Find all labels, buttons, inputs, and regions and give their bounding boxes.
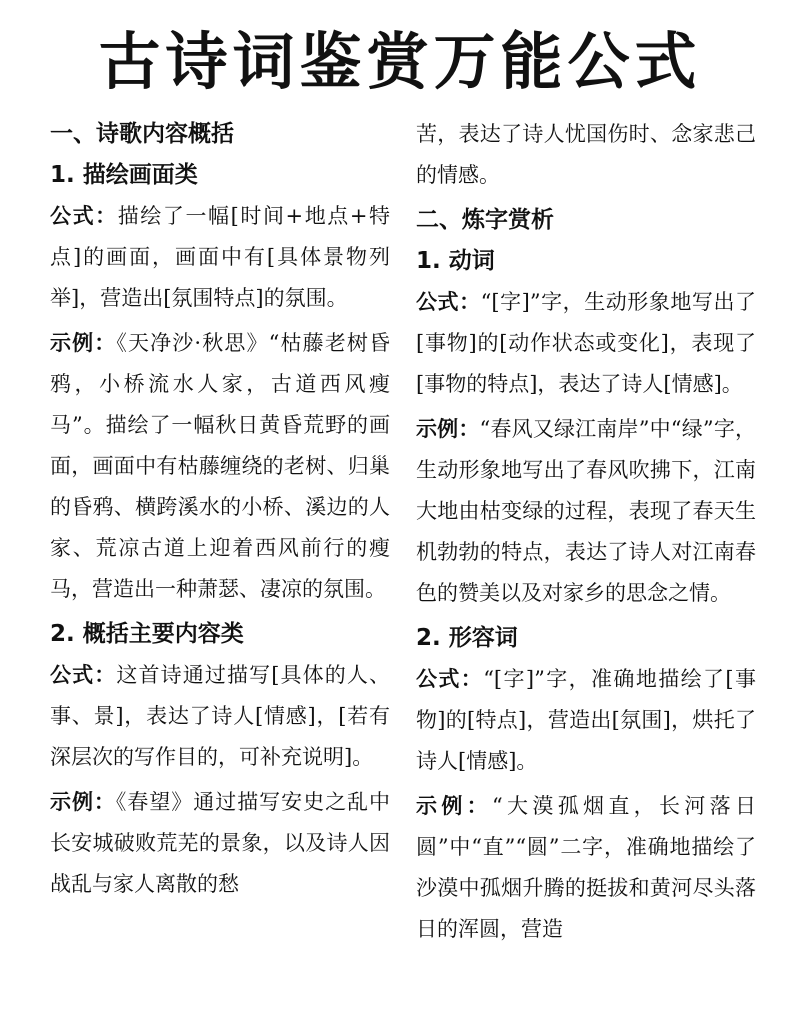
example-text: 《天净沙·秋思》“枯藤老树昏鸦，小桥流水人家，古道西风瘦马”。描绘了一幅秋日黄昏荒野的画面，画面中有枯藤缠绕的老树、归巢的昏鸦、横跨溪水的小桥、溪边的人家、荒凉古道上迎着西风前行的瘦马，营造出一种萧瑟、凄凉的氛围。 — [50, 331, 390, 601]
sub-heading-main-content: 2. 概括主要内容类 — [50, 621, 244, 647]
example-paragraph — [50, 782, 390, 905]
page-title: 古诗词鉴赏万能公式 — [98, 25, 702, 98]
formula-label: 公式： — [50, 204, 118, 228]
formula-text: “[字]”字，准确地描绘了[事物]的[特点]，营造出[氛围]，烘托了诗人[情感]。 — [416, 667, 756, 773]
section-heading-word-refining: 二、炼字赏析 — [416, 207, 554, 233]
formula-paragraph — [416, 282, 756, 405]
formula-label: 公式： — [416, 290, 481, 314]
formula-paragraph — [50, 196, 390, 319]
sub-heading-scene-description: 1. 描绘画面类 — [50, 162, 198, 188]
left-column — [50, 114, 390, 905]
example-label: 示例： — [416, 794, 492, 818]
formula-label: 公式： — [50, 663, 117, 687]
sub-heading-adjective: 2. 形容词 — [416, 625, 518, 651]
example-text: “春风又绿江南岸”中“绿”字，生动形象地写出了春风吹拂下，江南大地由枯变绿的过程，表现了春天生机勃勃的特点，表达了诗人对江南春色的赞美以及对家乡的思念之情。 — [416, 417, 756, 605]
formula-text: 描绘了一幅[时间+地点+特点]的画面，画面中有[具体景物列举]，营造出[氛围特点]的氛围。 — [50, 204, 391, 310]
example-paragraph — [416, 786, 756, 950]
formula-paragraph — [416, 659, 756, 782]
continuation-paragraph: 苦，表达了诗人忧国伤时、念家悲己的情感。 — [416, 122, 756, 187]
section-heading-content-summary: 一、诗歌内容概括 — [50, 121, 234, 147]
formula-label: 公式： — [416, 667, 484, 691]
formula-paragraph — [50, 655, 390, 778]
formula-text: 这首诗通过描写[具体的人、事、景]，表达了诗人[情感]，[若有深层次的写作目的，可补充说明]。 — [50, 663, 390, 769]
example-label: 示例： — [50, 790, 116, 814]
sub-heading-verb: 1. 动词 — [416, 248, 495, 274]
example-text: 《春望》通过描写安史之乱中长安城破败荒芜的景象，以及诗人因战乱与家人离散的愁 — [50, 790, 391, 896]
example-paragraph — [416, 409, 756, 614]
formula-text: “[字]”字，生动形象地写出了[事物]的[动作状态或变化]，表现了[事物的特点]，表达了诗人[情感]。 — [416, 290, 757, 396]
example-label: 示例： — [416, 417, 480, 441]
example-text: “大漠孤烟直，长河落日圆”中“直”“圆”二字，准确地描绘了沙漠中孤烟升腾的挺拔和黄河尽头落日的浑圆，营造 — [416, 794, 756, 941]
example-paragraph — [50, 323, 390, 610]
example-label: 示例： — [50, 331, 117, 355]
right-column — [416, 114, 756, 950]
